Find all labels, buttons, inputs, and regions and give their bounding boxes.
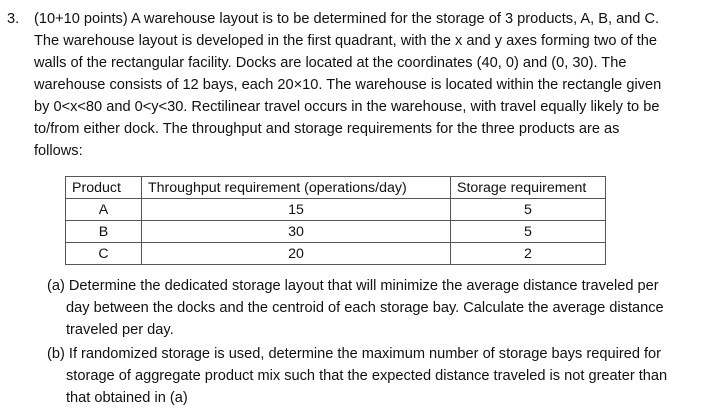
cell-storage: 2 xyxy=(451,243,606,265)
cell-product: C xyxy=(66,243,142,265)
cell-throughput: 30 xyxy=(142,221,451,243)
question-text xyxy=(34,8,712,162)
requirements-table xyxy=(65,176,606,265)
question-number: 3. xyxy=(7,11,20,27)
question-line: by 0<x<80 and 0<y<30. Rectilinear travel occurs in the warehouse, with travel equally likely to be xyxy=(34,99,660,115)
question-line: (10+10 points) A warehouse layout is to be determined for the storage of 3 products, A, B, and C. xyxy=(34,11,660,27)
part-line: traveled per day. xyxy=(66,322,174,338)
part-line: storage of aggregate product mix such that the expected distance traveled is not greater than xyxy=(66,368,668,384)
table-row xyxy=(66,221,606,243)
table-row xyxy=(66,243,606,265)
cell-product: B xyxy=(66,221,142,243)
question-line: follows: xyxy=(34,143,83,159)
part-line: (b) If randomized storage is used, determine the maximum number of storage bays required for xyxy=(47,346,662,362)
question-line: warehouse consists of 12 bays, each 20×10. The warehouse is located within the rectangle given xyxy=(34,77,662,93)
cell-throughput: 15 xyxy=(142,199,451,221)
part-b xyxy=(47,343,712,409)
cell-storage: 5 xyxy=(451,221,606,243)
cell-product: A xyxy=(66,199,142,221)
header-product: Product xyxy=(66,177,142,199)
part-line: day between the docks and the centroid of each storage bay. Calculate the average distance xyxy=(66,300,664,316)
question-line: The warehouse layout is developed in the first quadrant, with the x and y axes forming two of the xyxy=(34,33,658,49)
header-storage: Storage requirement xyxy=(451,177,606,199)
part-a xyxy=(47,275,712,341)
table-row xyxy=(66,199,606,221)
cell-throughput: 20 xyxy=(142,243,451,265)
question-line: to/from either dock. The throughput and storage requirements for the three products are as xyxy=(34,121,620,137)
part-line: that obtained in (a) xyxy=(66,390,188,406)
question-line: walls of the rectangular facility. Docks are located at the coordinates (40, 0) and (0, 30). The xyxy=(34,55,627,71)
table-header-row xyxy=(66,177,606,199)
part-line: (a) Determine the dedicated storage layout that will minimize the average distance traveled per xyxy=(47,278,659,294)
header-throughput: Throughput requirement (operations/day) xyxy=(142,177,451,199)
cell-storage: 5 xyxy=(451,199,606,221)
